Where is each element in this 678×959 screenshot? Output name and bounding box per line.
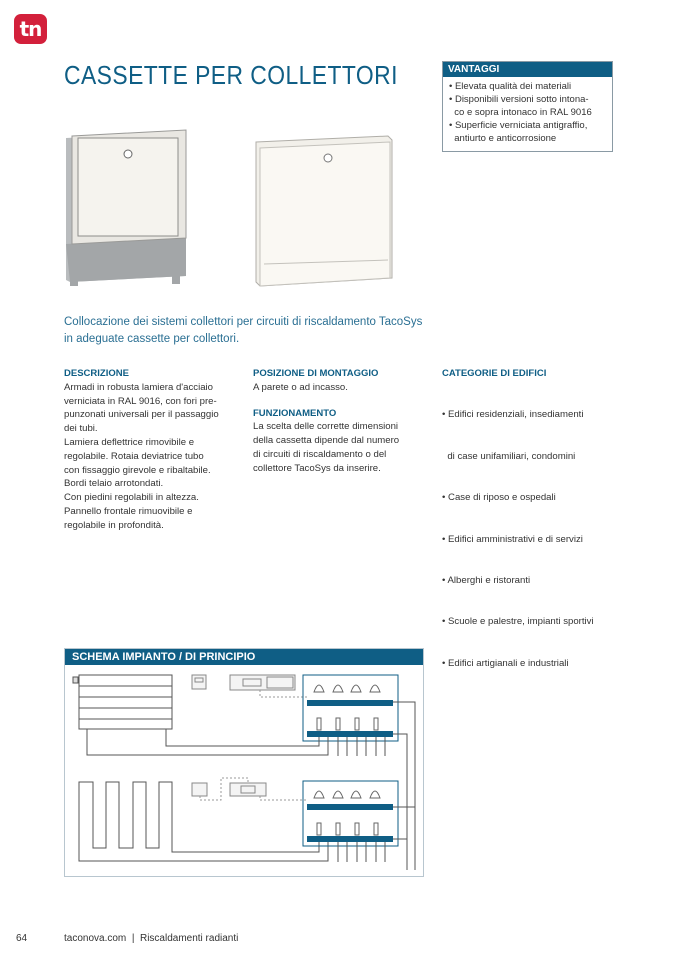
text-line: con fissaggio girevole e ribaltabile. [64, 464, 211, 476]
schema-box [64, 648, 424, 877]
controller-icon [230, 783, 266, 796]
section-heading: DESCRIZIONE [64, 368, 129, 379]
text-line: Lamiera deflettrice rimovibile e [64, 436, 195, 448]
list-item: • Edifici residenziali, insediamenti [442, 409, 584, 421]
text-line: dei tubi. [64, 423, 98, 435]
section-heading: POSIZIONE DI MONTAGGIO [253, 368, 379, 379]
text-line: regolabile. Rotaia deviatrice tubo [64, 450, 204, 462]
intro-line: Collocazione dei sistemi collettori per circuiti di riscaldamento TacoSys [64, 316, 423, 328]
intro-line: in adeguate cassette per collettori. [64, 333, 240, 345]
cabinet-overplaster-image [252, 132, 396, 292]
text-line: Armadi in robusta lamiera d'acciaio [64, 381, 214, 393]
text-line: regolabile in profondità. [64, 519, 164, 531]
list-item: • Superficie verniciata antigraffio, [449, 120, 588, 131]
posizione-section [253, 367, 433, 476]
text-line: La scelta delle corrette dimensioni [253, 421, 399, 433]
text-line: Pannello frontale rimuovibile e [64, 505, 193, 517]
list-item: • Disponibili versioni sotto intona- [449, 94, 589, 105]
controller-icon [230, 675, 295, 690]
list-item: antiurto e anticorrosione [449, 133, 557, 144]
vantaggi-header: VANTAGGI [443, 62, 612, 77]
list-item: co e sopra intonaco in RAL 9016 [449, 107, 592, 118]
text-line: di circuiti di riscaldamento o del [253, 448, 387, 460]
text-line: punzonati universali per il passaggio [64, 409, 219, 421]
page-number: 64 [16, 933, 28, 944]
text-line: Bordi telaio arrotondati. [64, 478, 164, 490]
page-title: CASSETTE PER COLLETTORI [64, 60, 398, 90]
text-line: collettore TacoSys da inserire. [253, 462, 381, 474]
list-item: • Scuole e palestre, impianti sportivi [442, 616, 594, 628]
thermostat-icon [192, 783, 207, 796]
text-line: della cassetta dipende dal numero [253, 435, 400, 447]
list-item: di case unifamiliari, condomini [442, 450, 576, 462]
intro-text [64, 314, 444, 348]
vantaggi-box [442, 61, 613, 152]
descrizione-section [64, 367, 244, 533]
radiator-icon [73, 675, 172, 729]
text-line: Con piedini regolabili in altezza. [64, 492, 199, 504]
footer-text: taconova.com | Riscaldamenti radianti [64, 933, 239, 944]
schema-header: SCHEMA IMPIANTO / DI PRINCIPIO [65, 649, 423, 665]
list-item: • Edifici artigianali e industriali [442, 657, 569, 669]
taconova-logo: tn [14, 14, 47, 44]
manifold-lower-icon [303, 781, 398, 846]
categorie-section [442, 367, 622, 698]
section-heading: FUNZIONAMENTO [253, 407, 337, 419]
text-line: A parete o ad incasso. [253, 381, 348, 393]
thermostat-icon [192, 675, 206, 689]
section-heading: CATEGORIE DI EDIFICI [442, 368, 547, 379]
list-item: • Alberghi e ristoranti [442, 574, 531, 586]
list-item: • Elevata qualità dei materiali [449, 81, 572, 92]
text-line: verniciata in RAL 9016, con fori pre- [64, 395, 217, 407]
manifold-upper-icon [303, 675, 398, 741]
list-item: • Edifici amministrativi e di servizi [442, 533, 583, 545]
list-item: • Case di riposo e ospedali [442, 492, 556, 504]
schema-diagram [65, 665, 423, 876]
cabinet-underplaster-image [62, 126, 192, 290]
